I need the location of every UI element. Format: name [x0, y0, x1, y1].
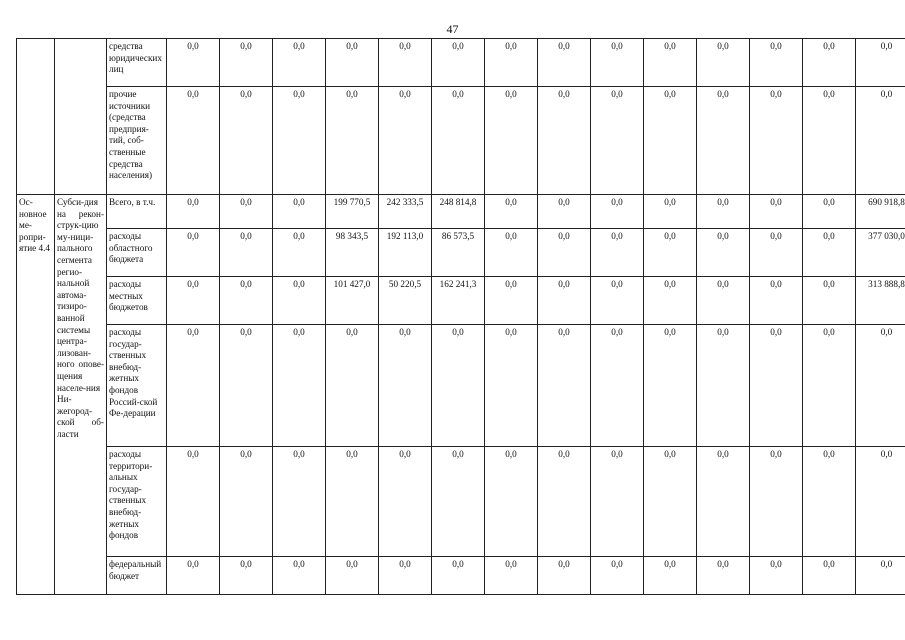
value-cell: 0,0	[485, 229, 538, 277]
value-cell: 0,0	[697, 447, 750, 557]
value-cell: 0,0	[538, 195, 591, 229]
value-cell: 0,0	[591, 195, 644, 229]
value-cell: 0,0	[167, 229, 220, 277]
value-cell: 0,0	[750, 277, 803, 325]
table-row	[17, 87, 905, 195]
funding-source-cell: Всего, в т.ч.	[107, 195, 167, 229]
measure-name-cell: Ос-новное ме-ропри-ятие 4.4	[17, 195, 55, 595]
value-cell: 0,0	[591, 39, 644, 87]
value-cell: 0,0	[167, 277, 220, 325]
value-cell: 0,0	[273, 325, 326, 447]
value-cell: 0,0	[538, 277, 591, 325]
value-cell: 0,0	[273, 277, 326, 325]
funding-source-cell: расходы областного бюджета	[107, 229, 167, 277]
value-cell: 0,0	[750, 447, 803, 557]
value-cell: 0,0	[697, 325, 750, 447]
value-cell: 162 241,3	[432, 277, 485, 325]
value-cell: 0,0	[644, 229, 697, 277]
value-cell: 192 113,0	[379, 229, 432, 277]
value-cell: 0,0	[220, 39, 273, 87]
value-cell: 0,0	[644, 557, 697, 595]
value-cell: 0,0	[326, 447, 379, 557]
value-cell: 0,0	[167, 447, 220, 557]
value-cell: 0,0	[750, 39, 803, 87]
measure-description-cell: Субси-дия на рекон-струк-цию му-ници-пального сегмента регио-нальной автома-тизиро-ванной системы центра-лизован-ного опове-щения населе-ния Ни-жегород-ской об-ласти	[55, 195, 107, 595]
value-cell: 0,0	[273, 195, 326, 229]
value-cell: 0,0	[803, 557, 856, 595]
value-cell: 0,0	[167, 87, 220, 195]
value-cell: 0,0	[856, 87, 905, 195]
value-cell: 313 888,8	[856, 277, 905, 325]
value-cell: 0,0	[644, 87, 697, 195]
value-cell: 0,0	[273, 229, 326, 277]
empty-cell	[55, 39, 107, 195]
empty-cell	[17, 39, 55, 195]
value-cell: 0,0	[591, 447, 644, 557]
value-cell: 0,0	[538, 557, 591, 595]
value-cell: 0,0	[167, 557, 220, 595]
value-cell: 0,0	[326, 557, 379, 595]
value-cell: 0,0	[485, 447, 538, 557]
value-cell: 0,0	[432, 325, 485, 447]
value-cell: 0,0	[167, 325, 220, 447]
value-cell: 0,0	[326, 325, 379, 447]
value-cell: 377 030,0	[856, 229, 905, 277]
value-cell: 0,0	[167, 39, 220, 87]
value-cell: 0,0	[644, 447, 697, 557]
value-cell: 0,0	[803, 39, 856, 87]
value-cell: 0,0	[803, 87, 856, 195]
value-cell: 0,0	[803, 195, 856, 229]
value-cell: 0,0	[326, 39, 379, 87]
value-cell: 690 918,8	[856, 195, 905, 229]
value-cell: 0,0	[803, 229, 856, 277]
value-cell: 0,0	[591, 557, 644, 595]
value-cell: 0,0	[856, 39, 905, 87]
budget-table	[16, 38, 905, 595]
value-cell: 0,0	[538, 39, 591, 87]
value-cell: 0,0	[485, 557, 538, 595]
value-cell: 0,0	[273, 87, 326, 195]
funding-source-cell: прочие источники (средства предприя-тий, соб-ственные средства населения)	[107, 87, 167, 195]
value-cell: 0,0	[644, 325, 697, 447]
value-cell: 0,0	[591, 325, 644, 447]
value-cell: 0,0	[220, 325, 273, 447]
page-number: 47	[446, 22, 459, 36]
value-cell: 0,0	[432, 557, 485, 595]
value-cell: 0,0	[750, 87, 803, 195]
value-cell: 0,0	[220, 557, 273, 595]
table-row	[17, 447, 905, 557]
value-cell: 0,0	[538, 229, 591, 277]
value-cell: 0,0	[750, 557, 803, 595]
value-cell: 86 573,5	[432, 229, 485, 277]
value-cell: 0,0	[485, 87, 538, 195]
value-cell: 98 343,5	[326, 229, 379, 277]
value-cell: 0,0	[273, 557, 326, 595]
value-cell: 0,0	[803, 277, 856, 325]
value-cell: 0,0	[379, 87, 432, 195]
value-cell: 0,0	[591, 87, 644, 195]
value-cell: 0,0	[538, 87, 591, 195]
funding-source-cell: расходы местных бюджетов	[107, 277, 167, 325]
value-cell: 0,0	[856, 325, 905, 447]
value-cell: 50 220,5	[379, 277, 432, 325]
value-cell: 101 427,0	[326, 277, 379, 325]
value-cell: 0,0	[485, 39, 538, 87]
value-cell: 0,0	[644, 39, 697, 87]
table-row	[17, 39, 905, 87]
value-cell: 0,0	[750, 195, 803, 229]
value-cell: 0,0	[803, 325, 856, 447]
funding-source-cell: федеральный бюджет	[107, 557, 167, 595]
value-cell: 0,0	[697, 229, 750, 277]
value-cell: 242 333,5	[379, 195, 432, 229]
value-cell: 0,0	[697, 39, 750, 87]
value-cell: 0,0	[432, 39, 485, 87]
value-cell: 199 770,5	[326, 195, 379, 229]
value-cell: 0,0	[856, 447, 905, 557]
value-cell: 0,0	[273, 447, 326, 557]
funding-source-cell: расходы государ-ственных внебюд-жетных фондов Россий-ской Фе-дерации	[107, 325, 167, 447]
table-row	[17, 229, 905, 277]
value-cell: 0,0	[432, 87, 485, 195]
value-cell: 0,0	[697, 277, 750, 325]
table-row	[17, 325, 905, 447]
value-cell: 0,0	[591, 229, 644, 277]
value-cell: 0,0	[803, 447, 856, 557]
value-cell: 0,0	[750, 229, 803, 277]
value-cell: 0,0	[644, 277, 697, 325]
value-cell: 0,0	[167, 195, 220, 229]
value-cell: 0,0	[379, 447, 432, 557]
value-cell: 0,0	[220, 87, 273, 195]
table-row	[17, 277, 905, 325]
value-cell: 248 814,8	[432, 195, 485, 229]
value-cell: 0,0	[856, 557, 905, 595]
value-cell: 0,0	[379, 557, 432, 595]
value-cell: 0,0	[644, 195, 697, 229]
value-cell: 0,0	[432, 447, 485, 557]
value-cell: 0,0	[485, 325, 538, 447]
value-cell: 0,0	[485, 195, 538, 229]
funding-source-cell: средства юридических лиц	[107, 39, 167, 87]
value-cell: 0,0	[538, 447, 591, 557]
value-cell: 0,0	[538, 325, 591, 447]
table-row	[17, 557, 905, 595]
table-row	[17, 195, 905, 229]
value-cell: 0,0	[220, 229, 273, 277]
value-cell: 0,0	[220, 195, 273, 229]
value-cell: 0,0	[485, 277, 538, 325]
value-cell: 0,0	[273, 39, 326, 87]
value-cell: 0,0	[326, 87, 379, 195]
value-cell: 0,0	[697, 195, 750, 229]
funding-source-cell: расходы территори-альных государ-ственных внебюд-жетных фондов	[107, 447, 167, 557]
value-cell: 0,0	[379, 39, 432, 87]
value-cell: 0,0	[220, 447, 273, 557]
value-cell: 0,0	[220, 277, 273, 325]
value-cell: 0,0	[591, 277, 644, 325]
value-cell: 0,0	[379, 325, 432, 447]
value-cell: 0,0	[697, 557, 750, 595]
value-cell: 0,0	[750, 325, 803, 447]
value-cell: 0,0	[697, 87, 750, 195]
